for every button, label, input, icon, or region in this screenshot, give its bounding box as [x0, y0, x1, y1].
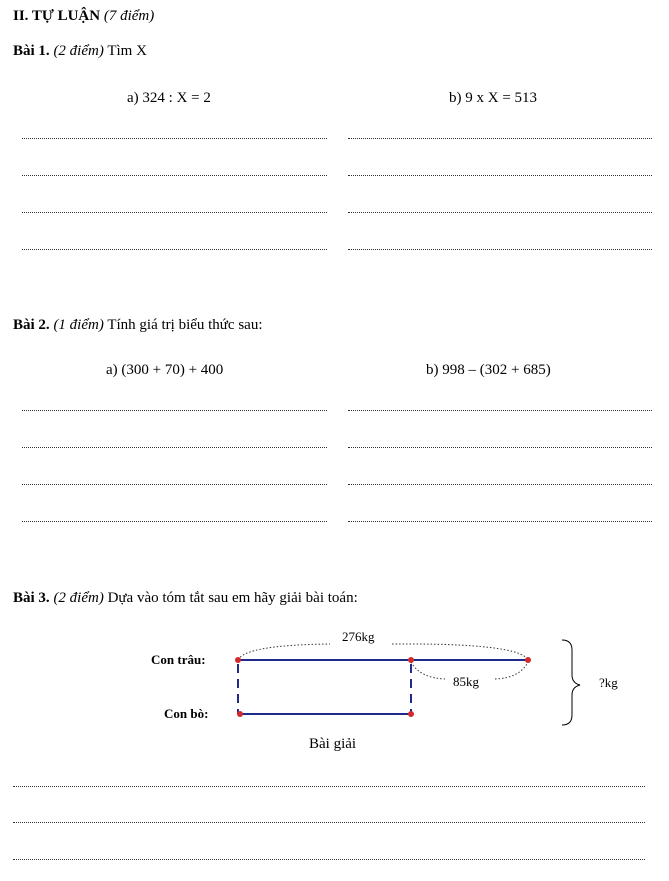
total-brace — [562, 640, 580, 725]
solution-line[interactable] — [13, 859, 645, 860]
difference-label: 85kg — [453, 674, 479, 689]
bai1-label: Bài 1. — [13, 43, 50, 59]
point — [235, 657, 241, 663]
point — [408, 657, 414, 663]
buffalo-label: Con trâu: — [151, 652, 206, 667]
section-points: (7 điểm) — [103, 8, 155, 24]
bai1-part-a: a) 324 : X = 2 — [127, 90, 211, 106]
bai1-points: (2 điểm) — [53, 43, 104, 59]
difference-brace-right — [495, 662, 528, 679]
bai3-points: (2 điểm) — [53, 590, 104, 606]
bai1-text: Tìm X — [107, 43, 147, 59]
point — [525, 657, 531, 663]
buffalo-weight-label: 276kg — [342, 629, 375, 644]
solution-line[interactable] — [13, 786, 645, 787]
solution-heading: Bài giải — [309, 736, 357, 752]
bai3-label: Bài 3. — [13, 590, 50, 606]
point — [237, 711, 243, 717]
difference-brace-left — [411, 662, 445, 679]
bai1-part-b: b) 9 x X = 513 — [449, 90, 538, 106]
bai2-points: (1 điểm) — [53, 317, 104, 333]
buffalo-brace-left — [238, 644, 330, 660]
bai2-text: Tính giá trị biểu thức sau: — [107, 317, 263, 333]
solution-line[interactable] — [13, 822, 645, 823]
total-question-label: ?kg — [599, 675, 618, 690]
bai3-text: Dựa vào tóm tắt sau em hãy giải bài toán: — [107, 590, 358, 606]
bai2-part-a: a) (300 + 70) + 400 — [106, 362, 224, 378]
section-title-text: II. TỰ LUẬN — [13, 8, 101, 24]
bai2-label: Bài 2. — [13, 317, 50, 333]
cow-label: Con bò: — [164, 706, 209, 721]
point — [408, 711, 414, 717]
bai2-part-b: b) 998 – (302 + 685) — [426, 362, 551, 378]
